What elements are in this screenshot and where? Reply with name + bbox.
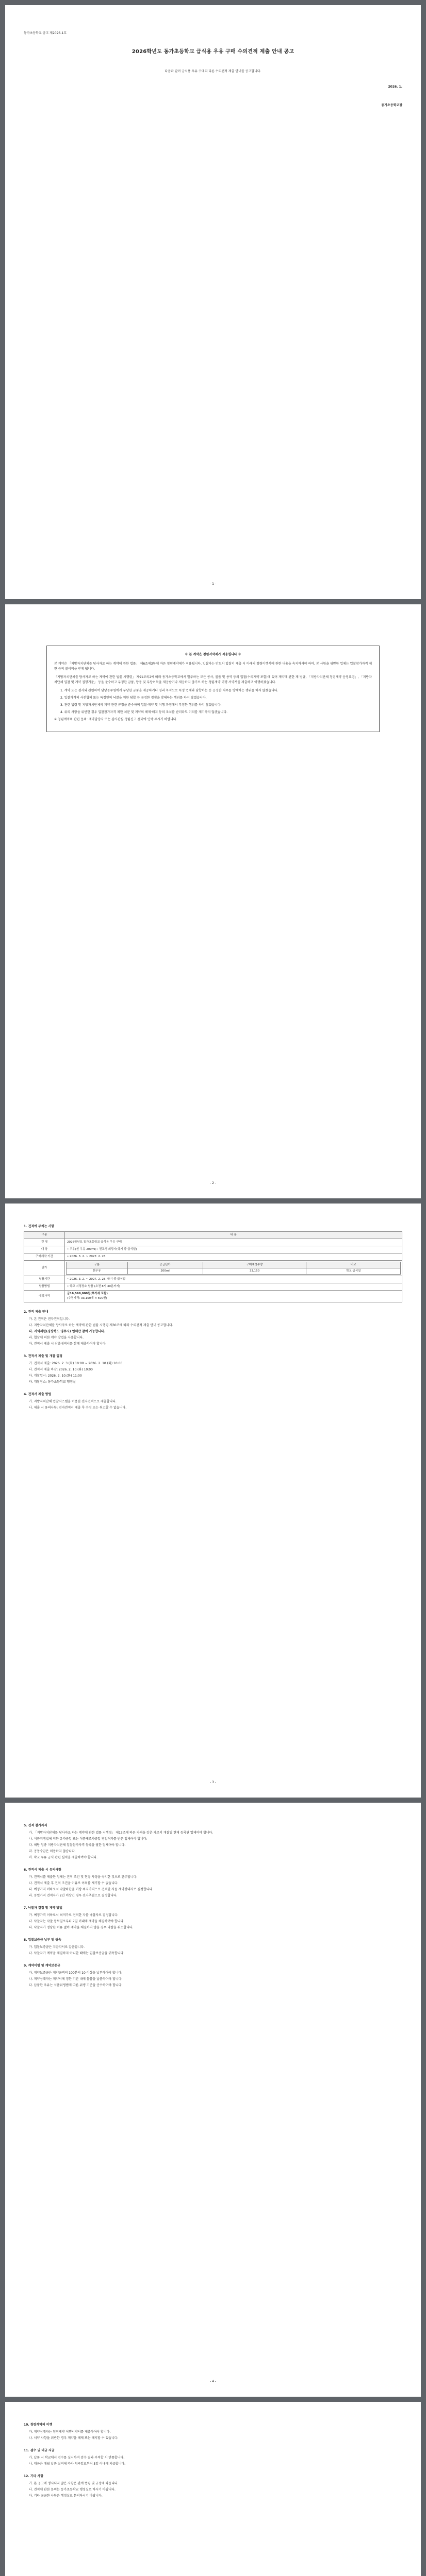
section-line: 나. 견적서 제출 후 견적 조건을 이유로 이의를 제기할 수 없습니다. <box>29 1882 119 1885</box>
section-line: 가. 본 공고에 명시되지 않은 사항은 관계 법령 및 규정에 따릅니다. <box>29 2482 119 2485</box>
row-value <box>65 1261 402 1276</box>
row-label: 구매계약 기간 <box>24 1253 65 1261</box>
notice-title: 2026학년도 동가초등학교 급식용 우유 구매 수의견적 제출 안내 공고 <box>132 49 294 55</box>
row-value: • 학교 지정장소 납품 (오전 8시 30분까지) <box>65 1283 402 1291</box>
section-line: 가. 계약보증금은 계약금액의 100분의 10 이상을 납부하여야 합니다. <box>29 1971 123 1975</box>
section-line: 마. 학교 우유 급식 관련 실적을 제출하여야 합니다. <box>29 1856 98 1859</box>
section-title: 3. 견적서 제출 및 개찰 일정 <box>24 1354 62 1358</box>
integrity-notice-title: ※ 본 계약은 청렴서약제가 적용됩니다 ※ <box>185 653 241 656</box>
table-cell: 33,150 <box>203 1268 306 1275</box>
row-label: 납품방법 <box>24 1283 65 1291</box>
section-line: 다. 낙찰자가 정당한 이유 없이 계약을 체결하지 않을 경우 낙찰을 취소합니다. <box>29 1926 134 1929</box>
table-header: 내 용 <box>65 1232 402 1239</box>
section-title: 12. 기타 사항 <box>24 2475 43 2478</box>
section-title: 7. 낙찰자 결정 및 계약 방법 <box>24 1906 62 1910</box>
section-title: 4. 견적서 제출 방법 <box>24 1393 52 1396</box>
table-header: 구분 <box>24 1232 65 1239</box>
section-line: 나. 낙찰자가 계약을 체결하지 아니한 때에는 입찰보증금을 귀속합니다. <box>29 1952 125 1955</box>
page-number: - 2 - <box>210 1181 216 1185</box>
row-label: 납품기간 <box>24 1276 65 1283</box>
document-page-5 <box>5 2402 421 2576</box>
section-line: 다. 해당 업종 지방자치단체 입찰참가자격 등록을 필한 업체여야 합니다. <box>29 1843 126 1847</box>
section-line: 다. 개찰일시: 2026. 2. 10.(화) 11:00 <box>29 1374 82 1378</box>
notice-intro: 다음과 같이 급식용 우유 구매의 다른 수의견적 제출 안내를 공고합니다. <box>165 70 261 73</box>
section-line: 나. 서약 사항을 위반한 경우 계약을 해제 또는 해지할 수 있습니다. <box>29 2436 119 2440</box>
section-line: 가. 견적서 제출: 2026. 2. 3.(화) 10:00 ~ 2026. 2. 10.(화) 10:00 <box>29 1362 123 1365</box>
table-header: 비고 <box>306 1262 401 1268</box>
document-page-1 <box>5 5 421 599</box>
section-line: 다. 지역제한(경상북도 영주시) 업체만 참여 가능합니다. <box>29 1330 106 1333</box>
section-line: 가. 본 견적은 전자견적입니다. <box>29 1317 70 1321</box>
section-title: 6. 견적서 제출 시 유의사항 <box>24 1868 61 1872</box>
integrity-notice-paragraph: 본 계약은 「지방자치단체를 당사자로 하는 계약에 관한 법률」 제6조제3항에 따른 청렴계약제가 적용됩니다. 입찰자는 반드시 입찰서 제출 시 아래의 청렴이행서에 관한 내용을 숙지하셔야 하며, 본 사항을 위반한 업체는 입찰참가자격 제한 등의 불이익을 받게 됩니다. <box>54 662 372 671</box>
section-line: 다. 기타 궁금한 사항은 행정실로 문의하시기 바랍니다. <box>29 2494 103 2498</box>
section-title: 10. 청렴계약의 이행 <box>24 2423 53 2427</box>
section-line: 가. 견적서를 제출한 업체는 견적 조건 및 현장 사정을 숙지한 것으로 간주합니다. <box>29 1875 138 1879</box>
unit-price-table <box>66 1262 401 1275</box>
integrity-pledge-item: 4. 위의 사항을 위반한 경우 입찰참가자격 제한 처분 및 계약의 해제·해지 등의 조치를 받더라도 이의를 제기하지 않겠습니다. <box>60 710 228 714</box>
integrity-pledge-item: 3. 관련 법령 및 지방자치단체의 계약 관련 규정을 준수하며 입찰·계약 및 이행 과정에서 부정한 행위를 하지 않겠습니다. <box>60 703 222 707</box>
integrity-notice-box <box>46 646 380 732</box>
table-header: 구분 <box>67 1262 128 1268</box>
table-cell: 흰우유 <box>67 1268 128 1275</box>
integrity-pledge-item: 2. 입찰가격의 사전협의 또는 특정인의 낙찰을 위한 담합 등 공정한 경쟁을 방해하는 행위를 하지 않겠습니다. <box>60 696 207 700</box>
section-title: 5. 견적 참가자격 <box>24 1824 47 1827</box>
table-cell: 학교 급식일 <box>306 1268 401 1275</box>
row-label: 단가 <box>24 1261 65 1276</box>
section-line: 라. 공동수급은 허용하지 않습니다. <box>29 1850 76 1853</box>
section-line: 나. 견적에 관한 문의는 동가초등학교 행정실로 하시기 바랍니다. <box>29 2488 116 2492</box>
row-value: • 2026. 3. 2. ~ 2027. 2. 28. <box>65 1253 402 1261</box>
section-line: 가. 지방자치단체 입찰시스템을 이용한 전자견적으로 제출합니다. <box>29 1400 117 1403</box>
notice-date: 2026. 1. <box>388 85 402 89</box>
estimated-price: 금16,568,000원(부가세 포함) <box>67 1292 108 1295</box>
section-title: 2. 견적 제출 안내 <box>24 1310 48 1314</box>
section-title: 8. 입찰보증금 납부 및 귀속 <box>24 1938 61 1942</box>
section-line: 가. 계약상대자는 청렴계약 이행서약서를 제출하여야 합니다. <box>29 2430 111 2434</box>
section-title: 1. 견적에 부치는 사항 <box>24 1225 55 1228</box>
section-line: 다. 납품한 우유는 식품위생법에 따른 위생 기준을 준수하여야 합니다. <box>29 1984 123 1987</box>
notice-number: 동가초등학교 공고 제2026-1호 <box>24 31 67 35</box>
section-line: 나. 식품위생법에 의한 유가공업 또는 식품제조가공업 영업허가를 받은 업체여야 합니다. <box>29 1837 148 1841</box>
table-header: 공급단가 <box>127 1262 203 1268</box>
section-line: 가. 입찰보증금은 지급각서로 갈음합니다. <box>29 1945 85 1949</box>
document-page-4 <box>5 1803 421 2397</box>
section-line: 라. 동일가격 견적자가 2인 이상인 경우 전자추첨으로 결정합니다. <box>29 1894 118 1897</box>
section-line: 가. 예정가격 이하로서 최저가로 견적한 자를 낙찰자로 결정합니다. <box>29 1913 119 1917</box>
section-line: 나. 제출 시 유의사항: 전자견적서 제출 후 수정 또는 취소할 수 없습니다. <box>29 1406 127 1410</box>
section-line: 라. 협상에 의한 계약 방법을 사용합니다. <box>29 1336 84 1340</box>
document-page-2 <box>5 604 421 1198</box>
row-value: • 2026. 3. 2. ~ 2027. 2. 28. 학기 중 급식일 <box>65 1276 402 1283</box>
page-number: - 3 - <box>210 1781 216 1784</box>
table-cell: 200ml <box>127 1268 203 1275</box>
integrity-notice-paragraph: ※ 청렴계약의 관련 문의: 계약담당자 또는 감사관실 청렴신고 센터에 연락 주시기 바랍니다. <box>54 718 177 721</box>
section-title: 11. 검수 및 대금 지급 <box>24 2449 55 2452</box>
section-line: 가. 납품 시 학교에서 검수를 실시하며 검수 결과 부적합 시 반품합니다. <box>29 2456 125 2460</box>
row-label: 예정가격 <box>24 1291 65 1302</box>
row-value: 2026학년도 동가초등학교 급식용 우유 구매 <box>65 1239 402 1246</box>
table-header: 구매예정수량 <box>203 1262 306 1268</box>
section-line: 다. 예정가격 이하로서 낙찰하한율 이상 최저가격으로 견적한 자를 계약상대자로 결정합니다. <box>29 1888 154 1891</box>
row-label: 건 명 <box>24 1239 65 1246</box>
integrity-pledge-item: 1. 계약 또는 검사와 관련하여 담당공무원에게 부당한 금품을 제공하거나 영리 목적으로 특정 업체와 담합하는 등 공정한 직무를 방해하는 행위를 하지 않겠습니다. <box>60 689 278 692</box>
integrity-pledge-list <box>54 688 372 715</box>
section-title: 9. 계약이행 및 계약보증금 <box>24 1964 60 1968</box>
page-number: - 4 - <box>210 2380 216 2383</box>
section-line: 라. 개찰장소: 동가초등학교 행정실 <box>29 1380 76 1384</box>
integrity-notice-paragraph: 「지방자치단체를 당사자로 하는 계약에 관한 법률 시행령」 제91조의2에 따라 동가초등학교에서 발주하는 모든 공사, 물품 및 용역 등의 입찰(수의계약 포함)에 있어 계약에 관한 제 법규, 「지방자치단체 청렴계약 운영요령」, 「지방자치단체 입찰 및 계약 집행기준」 등을 준수하고 부정한 금품, 향응 및 부당이득을 제공받거나 제공하지 않기로 하는 청렴계약 이행 서약서를 제출하고 이행하겠습니다. <box>54 675 372 684</box>
section-line: 나. 지방자치단체를 당사자로 하는 계약에 관한 법률 시행령 제30조에 따라 수의견적 제출 안내 공고합니다. <box>29 1324 173 1327</box>
section-line: 가. 「지방자치단체를 당사자로 하는 계약에 관한 법률 시행령」 제13조에 따른 자격을 갖춘 자로서 개찰일 현재 등록된 업체여야 합니다. <box>29 1831 214 1835</box>
estimated-price-note: (추정가격: 33,150개 × 500원) <box>67 1297 107 1300</box>
issuing-organization: 동가초등학교장 <box>381 104 402 107</box>
section-line: 마. 견적서 제출 시 산출내역서를 함께 제출하여야 합니다. <box>29 1342 107 1346</box>
page-number: - 1 - <box>210 582 216 586</box>
row-label: 대 상 <box>24 1246 65 1253</box>
row-value: • 우유(흰 우유 200ml) : 전교생 희망자(학기 중 급식일) <box>65 1246 402 1253</box>
section-line: 나. 낙찰자는 낙찰 통보일로부터 7일 이내에 계약을 체결하여야 합니다. <box>29 1920 125 1923</box>
section-line: 나. 계약상대자는 계약서에 정한 기간 내에 물품을 납품하여야 합니다. <box>29 1977 123 1981</box>
row-value <box>65 1291 402 1302</box>
section-line: 나. 견적서 제출 마감: 2026. 2. 10.(화) 10:00 <box>29 1368 93 1371</box>
document-page-3 <box>5 1204 421 1798</box>
section-line: 나. 대금은 매월 납품 실적에 따라 청구일로부터 5일 이내에 지급합니다. <box>29 2462 126 2466</box>
bid-overview-table <box>24 1231 402 1302</box>
